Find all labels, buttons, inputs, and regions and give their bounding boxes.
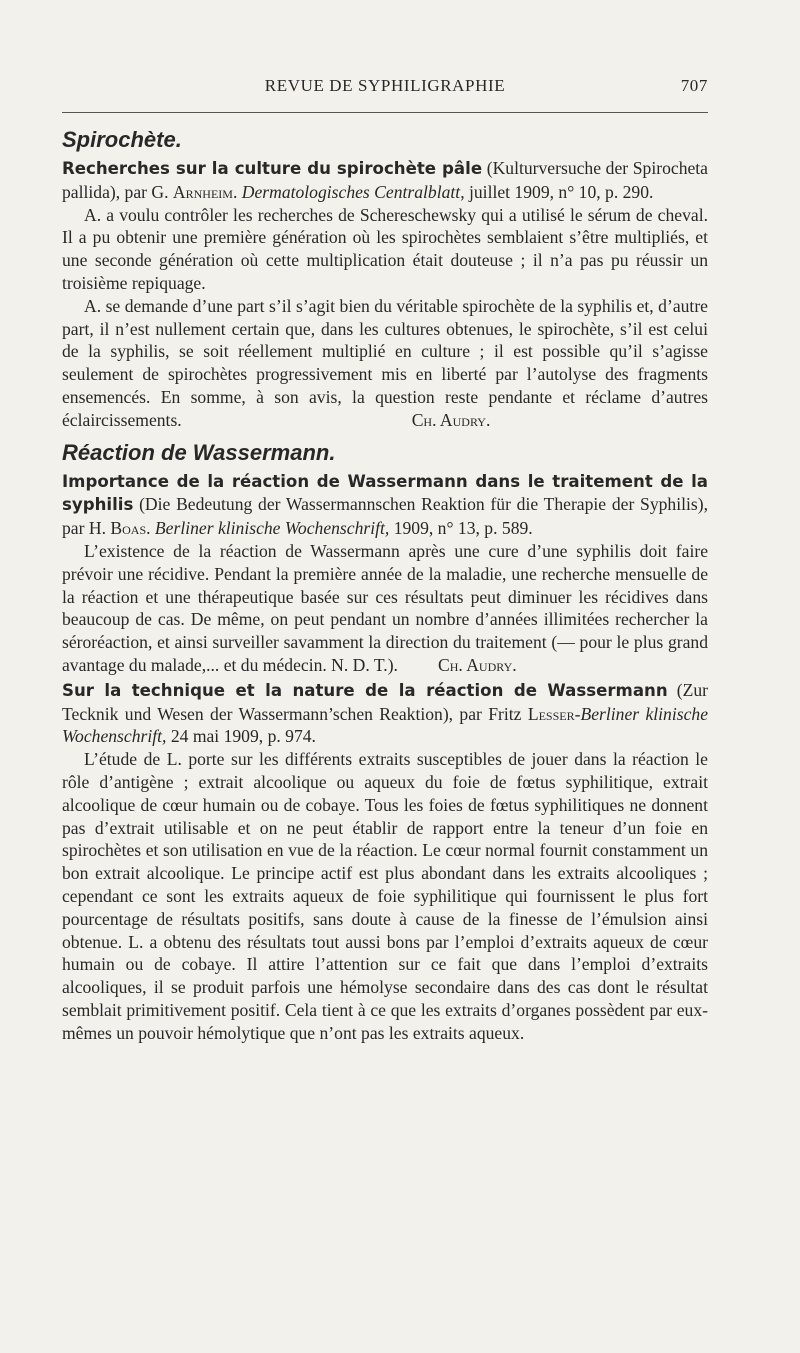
entry-separator: . [232,181,242,202]
paragraph: L’existence de la réaction de Wassermann après une cure d’une syphilis doit faire prévoir une récidive. Pendant la première année de la maladie, une recherche mensuelle de la réaction et une thérapeutique basée sur ces résultats peut diminuer les récidives dans beaucoup de cas. De même, on peut pendant un nombre d’années illimitées rechercher la séroréaction, et ainsi surveiller savamment la direction du traitement (— pour le plus grand avantage du malade,... et du médecin. N. D. T.). [62,540,708,675]
entry-citation: 1909, n° 13, p. 589. [389,518,533,539]
entry-citation: 24 mai 1909, p. 974. [166,726,316,747]
entry-journal: Berliner klinische Wochenschrift, [154,518,390,539]
section-title-spirochete: Spirochète. [62,127,182,152]
entry-citation: juillet 1909, n° 10, p. 290. [464,181,654,202]
entry-title: Importance de la réaction de Wassermann dans le traitement de la syphilis [62,471,708,515]
entry-separator: - [574,703,581,724]
paragraph: A. a voulu contrôler les recherches de Schereschewsky qui a utilisé le sérum de cheval. Il a pu obtenir une première génération où les spirochètes semblaient s’être multipliés, et une seconde génération où cette multiplication était douteuse ; il n’a pas pu réussir un troisième repiquage. [62,204,708,293]
entry-author: Boas [110,518,147,539]
entry-journal: Berliner klinische Wochenschrift, [62,703,709,747]
paragraph: A. se demande d’une part s’il s’agit bien du véritable spirochète de la syphilis et, d’autre part, il n’est nullement certain que, dans les cultures obtenues, le spirochète, s’il est celui de la syphilis, se soit réellement multiplié en culture ; il est possible qu’il s’agisse seulement de spirochètes progressivement mis en liberté par l’autolyse des fragments ensemencés. En somme, à son avis, la question reste pendante et réclame d’autres éclaircissements. [62,295,708,430]
section-title-wassermann: Réaction de Wassermann. [62,439,336,465]
running-title: REVUE DE SYPHILIGRAPHIE [264,76,506,95]
entry-author: Arnheim [172,181,233,202]
paragraph-with-signature [62,540,708,677]
entry-heading [62,679,708,748]
entry-author: Lesser [527,703,575,724]
entry-heading [62,470,708,540]
signature: Ch. Audry. [437,654,517,675]
entry-original-title: (Kulturversuche der Spirocheta pallida), par G. [62,158,708,202]
entry-original-title: (Zur Tecknik und Wesen der Wassermann’schen Reaktion), par Fritz [62,679,708,724]
signature: Ch. Audry. [411,409,491,430]
header-rule [62,112,708,113]
entry-heading [62,157,708,204]
entry-journal: Dermatologisches Centralblatt, [241,181,465,202]
page-number: 707 [680,76,708,95]
entry-original-title: (Die Bedeutung der Wassermannschen Reaktion für die Therapie der Syphilis), par H. [62,494,708,539]
paragraph: L’étude de L. porte sur les différents extraits susceptibles de jouer dans la réaction le rôle d’antigène ; extrait alcoolique ou aqueux du foie de fœtus syphilitique, extrait alcoolique de cœur humain ou de cobaye. Tous les foies de fœtus syphilitiques ne donnent pas d’extrait utilisable et on ne peut établir de rapport entre la teneur d’un foie en spirochètes et son utilisation en vue de la réaction. Le cœur normal fournit constamment un bon extrait alcoolique. Le principe actif est plus abondant dans les extraits alcooliques ; cependant ce sont les extraits aqueux de foie syphilitique qui fournissent le plus fort pourcentage de résultats positifs, sans doute à cause de la finesse de l’émulsion ainsi obtenue. L. a obtenu des résultats tout aussi bons par l’emploi d’extraits aqueux de cœur humain ou de cobaye. Il attire l’attention sur ce fait que dans l’emploi d’extraits alcooliques, il se produit parfois une hémolyse secondaire dans des cas dont le résultat semblait primitivement positif. Cela tient à ce que les extraits d’organes possèdent par eux-mêmes un pouvoir hémolytique que n’ont pas les extraits aqueux. [62,749,708,1043]
page-body [62,121,708,1044]
entry-title: Sur la technique et la nature de la réaction de Wassermann [62,680,668,700]
running-header [62,76,708,96]
entry-separator: . [146,518,155,539]
entry-title: Recherches sur la culture du spirochète pâle [62,159,483,178]
paragraph-with-signature [62,295,708,432]
